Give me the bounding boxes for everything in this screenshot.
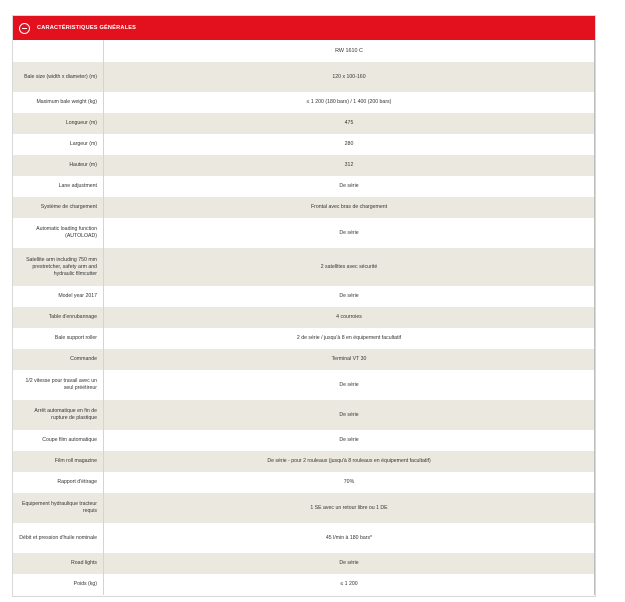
row-value: 120 x 100-160 bbox=[103, 62, 594, 92]
row-value: ≤ 1 200 (180 bars) / 1 400 (200 bars) bbox=[103, 92, 594, 113]
row-label: Model year 2017 bbox=[58, 293, 97, 299]
row-label: Film roll magazine bbox=[54, 458, 97, 464]
table-row bbox=[13, 155, 594, 176]
collapse-minus-icon[interactable] bbox=[19, 23, 30, 34]
row-value: Frontal avec bras de chargement bbox=[103, 197, 594, 218]
row-label: Arrêt automatique en fin de rupture de plastique bbox=[34, 408, 97, 421]
row-label: Système de chargement bbox=[40, 204, 97, 210]
row-value: De série - pour 2 rouleaux (jusqu'à 8 rouleaux en équipement facultatif) bbox=[103, 451, 594, 472]
specs-table bbox=[13, 40, 595, 595]
row-value: 280 bbox=[103, 134, 594, 155]
table-row bbox=[13, 493, 594, 523]
table-row bbox=[13, 134, 594, 155]
section-title: CARACTÉRISTIQUES GÉNÉRALES bbox=[37, 25, 137, 31]
row-value: 312 bbox=[103, 155, 594, 176]
row-label: Commande bbox=[70, 356, 97, 362]
header-label-cell bbox=[13, 40, 103, 62]
table-row bbox=[13, 218, 594, 248]
table-row bbox=[13, 92, 594, 113]
specs-section-header[interactable] bbox=[13, 16, 595, 40]
row-value: De série bbox=[103, 218, 594, 248]
table-row bbox=[13, 472, 594, 493]
row-value: 2 de série / jusqu'à 8 en équipement facultatif bbox=[103, 328, 594, 349]
row-label: Poids (kg) bbox=[73, 581, 97, 587]
row-label: Bale size (width x diameter) (m) bbox=[24, 73, 97, 80]
row-value: 1 SE avec un retour libre ou 1 DE bbox=[103, 493, 594, 523]
table-row bbox=[13, 349, 594, 370]
table-row bbox=[13, 176, 594, 197]
row-label: Largeur (m) bbox=[69, 141, 97, 147]
row-value: 2 satellites avec sécurité bbox=[103, 248, 594, 286]
row-label: Rapport d'étirage bbox=[57, 479, 97, 485]
table-row bbox=[13, 574, 594, 595]
table-row bbox=[13, 307, 594, 328]
row-label: Hauteur (m) bbox=[69, 162, 97, 168]
row-label: Débit et pression d'huile nominale bbox=[19, 534, 97, 541]
table-row bbox=[13, 197, 594, 218]
row-label: Coupe film automatique bbox=[42, 437, 97, 443]
row-value: ≤ 1 200 bbox=[103, 574, 594, 595]
row-value: 4 courroies bbox=[103, 307, 594, 328]
row-label: Equipement hydraulique tracteur requis bbox=[22, 501, 97, 514]
table-row bbox=[13, 430, 594, 451]
table-row bbox=[13, 62, 594, 92]
row-value: De série bbox=[103, 400, 594, 430]
table-row bbox=[13, 286, 594, 307]
table-row bbox=[13, 113, 594, 134]
table-row bbox=[13, 553, 594, 574]
row-value: 70% bbox=[103, 472, 594, 493]
row-value: 45 l/min à 180 bars* bbox=[103, 523, 594, 553]
table-row bbox=[13, 451, 594, 472]
row-label: Road lights bbox=[71, 560, 97, 566]
table-row bbox=[13, 248, 594, 286]
row-value: De série bbox=[103, 370, 594, 400]
table-row bbox=[13, 328, 594, 349]
specs-panel bbox=[12, 15, 596, 597]
row-label: Table d'enrubannage bbox=[48, 314, 97, 320]
model-name: RW 1610 C bbox=[103, 40, 594, 62]
table-header-row bbox=[13, 40, 594, 62]
row-label: 1/2 vitesse pour travail avec un seul préétireur bbox=[25, 378, 97, 391]
row-label: Lane adjustment bbox=[58, 183, 97, 189]
row-value: Terminal VT 30 bbox=[103, 349, 594, 370]
row-value: De série bbox=[103, 553, 594, 574]
row-label: Maximum bale weight (kg) bbox=[36, 99, 97, 105]
row-value: De série bbox=[103, 286, 594, 307]
table-row bbox=[13, 400, 594, 430]
row-label: Satellite arm including 750 mm prestretcher, safety arm and hydraulic filmcutter bbox=[26, 256, 97, 277]
row-value: 475 bbox=[103, 113, 594, 134]
table-row bbox=[13, 370, 594, 400]
table-row bbox=[13, 523, 594, 553]
row-label: Longueur (m) bbox=[65, 120, 97, 126]
row-label: Automatic loading function (AUTOLOAD) bbox=[36, 226, 97, 239]
row-value: De série bbox=[103, 176, 594, 197]
row-label: Bale support roller bbox=[54, 335, 97, 341]
row-value: De série bbox=[103, 430, 594, 451]
